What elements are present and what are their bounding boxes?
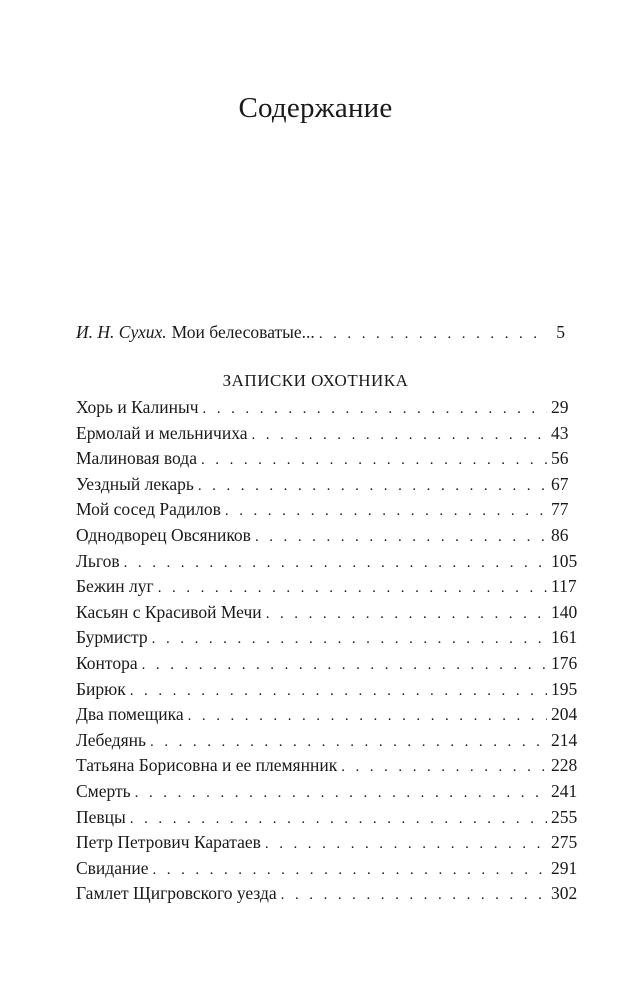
toc-list bbox=[76, 397, 578, 909]
toc-entry-title: Мой сосед Радилов bbox=[76, 499, 221, 520]
dot-leader bbox=[265, 836, 547, 853]
toc-entry[interactable] bbox=[76, 806, 578, 833]
toc-entry-page: 67 bbox=[551, 473, 569, 494]
toc-entry-page: 43 bbox=[551, 422, 569, 443]
dot-leader bbox=[281, 887, 547, 904]
dot-leader bbox=[198, 478, 547, 495]
dot-leader bbox=[201, 452, 547, 469]
dot-leader bbox=[142, 657, 547, 674]
toc-entry-page: 204 bbox=[551, 704, 578, 725]
toc-entry[interactable] bbox=[76, 883, 578, 909]
toc-entry-page: 29 bbox=[551, 397, 569, 417]
toc-entry[interactable] bbox=[76, 499, 569, 525]
toc-entry[interactable] bbox=[76, 627, 578, 653]
toc-entry-title: Свидание bbox=[76, 857, 149, 878]
toc-entry-page: 140 bbox=[551, 601, 578, 622]
toc-entry[interactable] bbox=[76, 601, 578, 628]
toc-entry-page: 195 bbox=[551, 678, 578, 699]
dot-leader bbox=[255, 529, 547, 546]
dot-leader bbox=[150, 734, 547, 751]
dot-leader bbox=[252, 427, 548, 444]
toc-entry-title: Певцы bbox=[76, 806, 126, 827]
toc-entry[interactable] bbox=[76, 729, 578, 756]
dot-leader bbox=[124, 555, 547, 572]
toc-entry-title: Петр Петрович Каратаев bbox=[76, 832, 261, 853]
dot-leader bbox=[319, 326, 547, 343]
toc-entry-page: 228 bbox=[551, 755, 578, 776]
dot-leader bbox=[158, 580, 547, 597]
toc-entry-title: Смерть bbox=[76, 780, 131, 801]
dot-leader bbox=[130, 683, 547, 700]
toc-entry[interactable] bbox=[76, 576, 577, 602]
toc-entry-page: 117 bbox=[551, 576, 577, 597]
toc-entry-title: Лебедянь bbox=[76, 729, 147, 750]
toc-entry[interactable] bbox=[76, 780, 578, 807]
toc-entry-title: Уездный лекарь bbox=[76, 473, 194, 494]
toc-entry[interactable] bbox=[76, 704, 578, 730]
toc-entry-title: Бирюк bbox=[76, 678, 126, 699]
toc-entry-page: 176 bbox=[551, 652, 578, 673]
toc-entry-title: Бурмистр bbox=[76, 627, 148, 648]
dot-leader bbox=[341, 759, 547, 776]
toc-entry-title: Однодворец Овсяников bbox=[76, 524, 251, 545]
section-heading: ЗАПИСКИ ОХОТНИКА bbox=[222, 371, 409, 390]
toc-entry-title: Касьян с Красивой Мечи bbox=[76, 601, 262, 622]
toc-entry-page: 214 bbox=[551, 729, 578, 750]
toc-entry-title: Гамлет Щигровского уезда bbox=[76, 883, 277, 904]
dot-leader bbox=[130, 811, 547, 828]
toc-entry-title: Бежин луг bbox=[76, 576, 154, 597]
toc-entry[interactable] bbox=[76, 678, 578, 705]
toc-entry-page: 241 bbox=[551, 780, 578, 801]
toc-entry-title: Хорь и Калиныч bbox=[76, 397, 199, 417]
toc-entry[interactable] bbox=[76, 473, 569, 500]
toc-entry-page: 291 bbox=[551, 857, 578, 878]
toc-entry[interactable] bbox=[76, 524, 569, 551]
dot-leader bbox=[225, 503, 547, 520]
toc-entry-page: 56 bbox=[551, 448, 569, 469]
toc-entry-page: 105 bbox=[551, 550, 578, 571]
dot-leader bbox=[203, 401, 547, 418]
dot-leader bbox=[135, 785, 547, 802]
dot-leader bbox=[266, 606, 547, 623]
toc-entry-page: 255 bbox=[551, 806, 578, 827]
toc-entry[interactable] bbox=[76, 832, 578, 858]
toc-entry-page: 161 bbox=[551, 627, 578, 648]
toc-entry-title: Ермолай и мельничиха bbox=[76, 422, 248, 443]
dot-leader bbox=[152, 631, 547, 648]
toc-entry-title: Контора bbox=[76, 652, 138, 673]
toc-entry-title: Льгов bbox=[76, 550, 120, 571]
toc-entry[interactable] bbox=[76, 550, 578, 577]
toc-entry-page: 275 bbox=[551, 832, 578, 853]
intro-author: И. Н. Сухих. bbox=[76, 322, 167, 342]
toc-entry-title: Два помещика bbox=[76, 704, 184, 725]
toc-entry-page: 86 bbox=[551, 524, 569, 545]
toc-entry-title: Малиновая вода bbox=[76, 448, 197, 469]
intro-title: Мои белесоватые... bbox=[171, 322, 315, 342]
dot-leader bbox=[152, 862, 547, 879]
toc-entry-page: 77 bbox=[551, 499, 569, 520]
toc-entry-title: Татьяна Борисовна и ее племянник bbox=[76, 755, 338, 776]
page-title: Содержание bbox=[238, 92, 393, 124]
toc-entry-intro[interactable] bbox=[76, 322, 565, 344]
intro-page-number: 5 bbox=[556, 322, 565, 342]
toc-entry[interactable] bbox=[76, 422, 569, 449]
toc-entry[interactable] bbox=[76, 755, 578, 781]
toc-entry[interactable] bbox=[76, 397, 569, 423]
toc-entry-page: 302 bbox=[551, 883, 578, 904]
dot-leader bbox=[188, 708, 547, 725]
toc-entry[interactable] bbox=[76, 652, 578, 679]
toc-entry[interactable] bbox=[76, 448, 569, 474]
toc-entry[interactable] bbox=[76, 857, 578, 884]
